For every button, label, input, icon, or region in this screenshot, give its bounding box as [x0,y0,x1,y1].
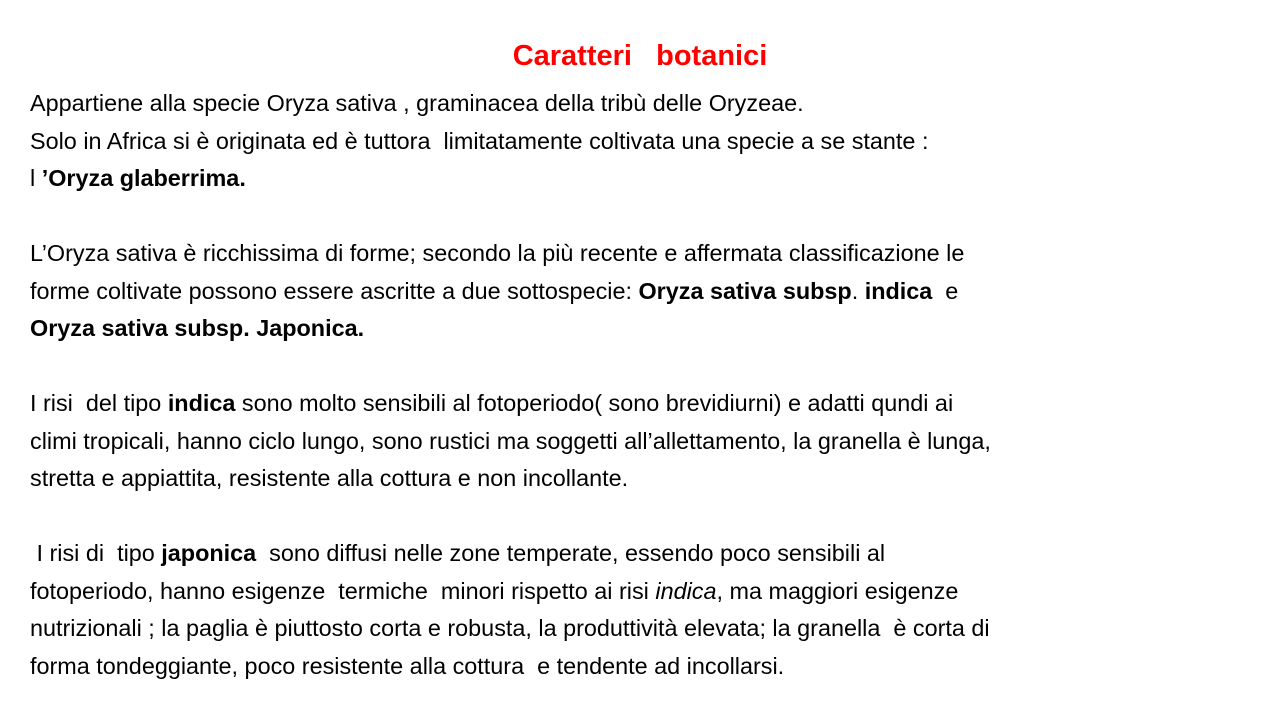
slide-title: Caratteri botanici [512,40,768,72]
indica-line-1-suffix: sono molto sensibili al fotoperiodo( sono brevidiurni) e adatti qundi ai [235,390,954,416]
japonica-line-1 [30,535,1265,573]
japonica-keyword: japonica [161,540,257,566]
oryza-glaberrima-term: ’Oryza glaberrima. [41,165,246,191]
indica-line-1 [30,385,1265,423]
indica-italic-term: indica [655,577,717,604]
japonica-line-4: forma tondeggiante, poco resistente alla cottura e tendente ad incollarsi. [30,652,785,679]
japonica-line-2-prefix: fotoperiodo, hanno esigenze termiche minori rispetto ai risi [30,577,656,604]
indica-line-2: climi tropicali, hanno ciclo lungo, sono rustici ma soggetti all’allettamento, la granella è lunga, [30,427,991,454]
intro-line-2: Solo in Africa si è originata ed è tuttora limitatamente coltivata una specie a se stante : [30,127,929,154]
subsp-japonica-term: Oryza sativa subsp. Japonica. [30,315,365,341]
paragraph-gap [30,498,1265,536]
japonica-line-3: nutrizionali ; la paglia è piuttosto corta e robusta, la produttività elevata; la granella è corta di [30,615,990,641]
sativa-line-2 [30,273,1265,311]
indica-keyword: indica [167,390,236,416]
sativa-line-3 [30,310,1265,348]
japonica-line-1-suffix: sono diffusi nelle zone temperate, essendo poco sensibili al [256,540,886,566]
sativa-line-2-dot: . [851,277,865,304]
subsp-indica-term: Oryza sativa subsp [638,277,852,304]
indica-line-3: stretta e appiattita, resistente alla cottura e non incollante. [30,465,629,491]
japonica-line-1-prefix: I risi di tipo [30,540,162,566]
intro-line-1: Appartiene alla specie Oryza sativa , graminacea della tribù delle Oryzeae. [30,90,804,116]
japonica-line-2 [30,573,1265,611]
intro-line-3 [30,160,1265,198]
slide-body [30,85,1265,685]
paragraph-gap [30,198,1265,236]
japonica-line-2-suffix: , ma maggiori esigenze [716,577,959,604]
indica-term: indica [864,277,933,304]
paragraph-gap [30,348,1265,386]
indica-line-1-prefix: I risi del tipo [30,390,168,416]
sativa-line-1: L’Oryza sativa è ricchissima di forme; secondo la più recente e affermata classificazione le [30,240,965,266]
intro-line-3-prefix: l [30,165,42,191]
sativa-line-2-suffix: e [932,277,959,304]
sativa-line-2-prefix: forme coltivate possono essere ascritte a due sottospecie: [30,277,639,304]
